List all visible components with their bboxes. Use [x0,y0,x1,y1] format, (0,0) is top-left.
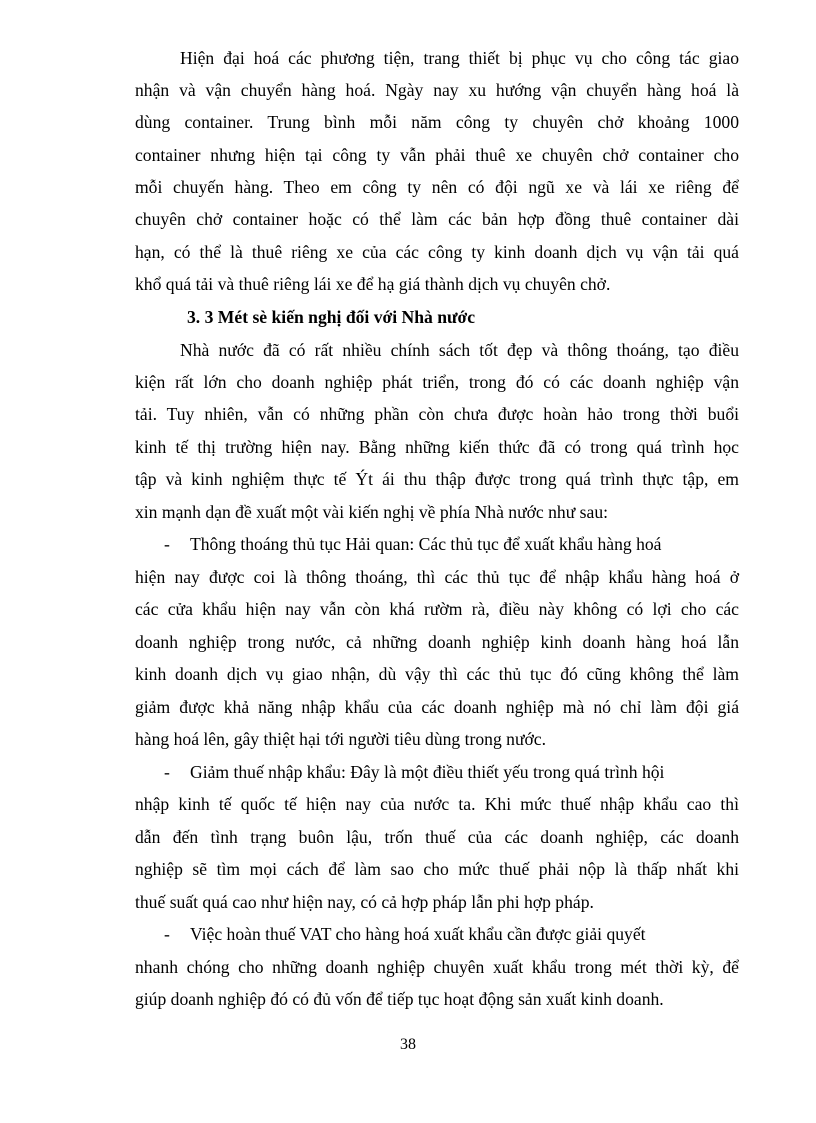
bullet-line: nhập kinh tế quốc tế hiện nay của nước ta. Khi mức thuế nhập khẩu cao thì [135,794,739,814]
bullet-line: nghiệp sẽ tìm mọi cách để làm sao cho mức thuế phải nộp là thấp nhất khi [135,859,739,879]
bullet-line: giúp doanh nghiệp đó có đủ vốn để tiếp tục hoạt động sản xuất kinh doanh. [135,989,664,1009]
paragraph-line: khổ quá tải và thuê riêng lái xe để hạ giá thành dịch vụ chuyên chở. [135,274,611,294]
paragraph-line: dùng container. Trung bình mỗi năm công ty chuyên chở khoảng 1000 [135,112,739,132]
page-number: 38 [400,1036,416,1053]
bullet-line: Giảm thuế nhập khẩu: Đây là một điều thiết yếu trong quá trình hội [190,762,665,782]
paragraph-line: Nhà nước đã có rất nhiều chính sách tốt đẹp và thông thoáng, tạo điều [180,340,739,360]
paragraph-line: xin mạnh dạn đề xuất một vài kiến nghị về phía Nhà nước như sau: [135,502,609,522]
paragraph-line: mỗi chuyến hàng. Theo em công ty nên có đội ngũ xe và lái xe riêng để [135,177,739,197]
bullet-line: doanh nghiệp trong nước, cả những doanh nghiệp kinh doanh hàng hoá lẫn [135,632,739,652]
paragraph-line: tập và kinh nghiệm thực tế Ýt ái thu thập được trong quá trình thực tập, em [135,469,739,489]
bullet-line: Thông thoáng thủ tục Hải quan: Các thủ tục để xuất khẩu hàng hoá [190,534,662,554]
bullet-dash: - [164,924,170,944]
paragraph-line: kiện rất lớn cho doanh nghiệp phát triển, trong đó có các doanh nghiệp vận [135,372,739,392]
paragraph-line: hạn, có thể là thuê riêng xe của các công ty kinh doanh dịch vụ vận tải quá [135,242,739,262]
bullet-line: dẫn đến tình trạng buôn lậu, trốn thuế của các doanh nghiệp, các doanh [135,827,739,847]
bullet-line: nhanh chóng cho những doanh nghiệp chuyên xuất khẩu trong mét thời kỳ, để [135,957,739,977]
paragraph-line: chuyên chở container hoặc có thể làm các bản hợp đồng thuê container dài [135,209,739,229]
paragraph-line: kinh tế thị trường hiện nay. Bằng những kiến thức đã có trong quá trình học [135,437,739,457]
bullet-line: hiện nay được coi là thông thoáng, thì các thủ tục để nhập khẩu hàng hoá ở [135,567,739,587]
paragraph-line: nhận và vận chuyển hàng hoá. Ngày nay xu hướng vận chuyển hàng hoá là [135,80,739,100]
bullet-line: giảm được khả năng nhập khẩu của các doanh nghiệp mà nó chỉ làm đội giá [135,697,739,717]
paragraph-line: container nhưng hiện tại công ty vẫn phải thuê xe chuyên chở container cho [135,145,739,165]
bullet-line: kinh doanh dịch vụ giao nhận, dù vậy thì các thủ tục đó cũng không thể làm [135,664,739,684]
bullet-dash: - [164,762,170,782]
paragraph-line: tải. Tuy nhiên, vẫn có những phần còn chưa được hoàn hảo trong thời buổi [135,404,739,424]
bullet-line: các cửa khẩu hiện nay vẫn còn khá rườm rà, điều này không có lợi cho các [135,599,739,619]
paragraph-line: Hiện đại hoá các phương tiện, trang thiết bị phục vụ cho công tác giao [180,48,739,68]
bullet-dash: - [164,534,170,554]
bullet-line: hàng hoá lên, gây thiệt hại tới người tiêu dùng trong nước. [135,729,546,749]
section-heading: 3. 3 Mét sè kiến nghị đối với Nhà nước [187,307,476,327]
bullet-line: thuế suất quá cao như hiện nay, có cả hợp pháp lẫn phi hợp pháp. [135,892,594,912]
bullet-line: Việc hoàn thuế VAT cho hàng hoá xuất khẩu cần được giải quyết [190,924,646,944]
